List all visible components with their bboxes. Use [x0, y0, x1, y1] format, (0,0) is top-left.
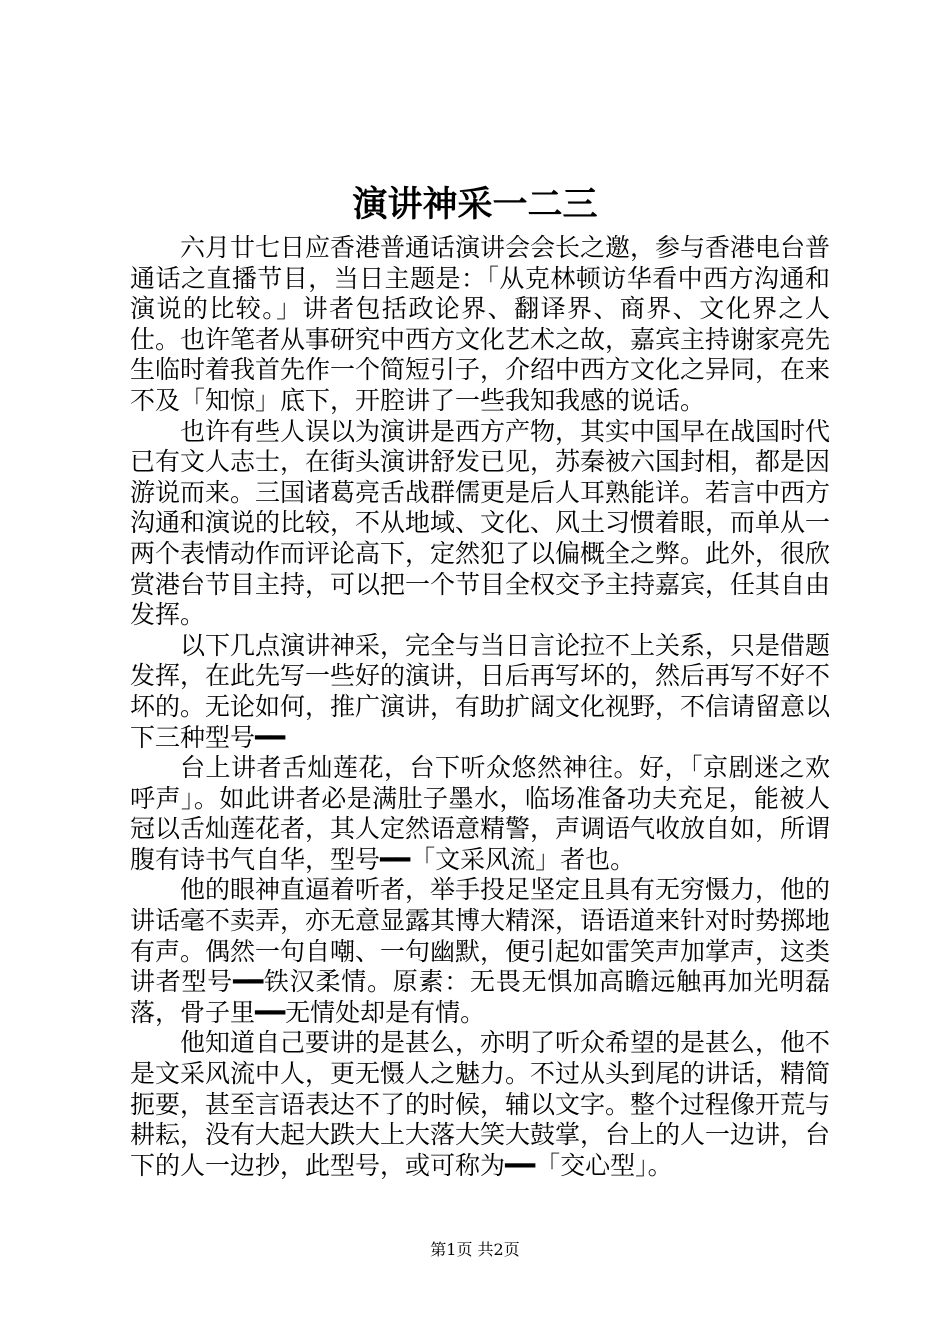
paragraph-1: 六月廿七日应香港普通话演讲会会长之邀，参与香港电台普通话之直播节目，当日主题是：「从克林顿访华看中西方沟通和演说的比较。」讲者包括政论界、翻译界、商界、文化界之人仕。也许笔者从事研究中西方文化艺术之故，嘉宾主持谢家亮先生临时着我首先作一个简短引子，介绍中西方文化之异同，在来不及「知惊」底下，开腔讲了一些我知我感的说话。 [130, 233, 831, 415]
paragraph-3: 以下几点演讲神采，完全与当日言论拉不上关系，只是借题发挥，在此先写一些好的演讲，日后再写坏的，然后再写不好不坏的。无论如何，推广演讲，有助扩阔文化视野，不信请留意以下三种型号━━ [130, 630, 831, 752]
document-body [130, 233, 830, 1181]
paragraph-5: 他的眼神直逼着听者，举手投足坚定且具有无穷慑力，他的讲话毫不卖弄，亦无意显露其博大精深，语语道来针对时势掷地有声。偶然一句自嘲、一句幽默，便引起如雷笑声加掌声，这类讲者型号━━铁汉柔情。原素：无畏无惧加高瞻远触再加光明磊落，骨子里━━无情处却是有情。 [130, 875, 831, 1027]
paragraph-2: 也许有些人误以为演讲是西方产物，其实中国早在战国时代已有文人志士，在街头演讲舒发已见，苏秦被六国封相，都是因游说而来。三国诸葛亮舌战群儒更是后人耳熟能详。若言中西方沟通和演说的比较，不从地域、文化、风土习惯着眼，而单从一两个表情动作而评论高下，定然犯了以偏概全之弊。此外，很欣赏港台节目主持，可以把一个节目全权交予主持嘉宾，任其自由发挥。 [130, 416, 831, 630]
page-footer: 第1页 共2页 [430, 1240, 520, 1259]
paragraph-4: 台上讲者舌灿莲花，台下听众悠然神往。好，「京剧迷之欢呼声」。如此讲者必是满肚子墨水，临场准备功夫充足，能被人冠以舌灿莲花者，其人定然语意精警，声调语气收放自如，所谓腹有诗书气自华，型号━━「文采风流」者也。 [130, 753, 831, 874]
document-title: 演讲神采一二三 [352, 184, 598, 225]
paragraph-6: 他知道自己要讲的是甚么，亦明了听众希望的是甚么，他不是文采风流中人，更无慑人之魅力。不过从头到尾的讲话，精简扼要，甚至言语表达不了的时候，辅以文字。整个过程像开荒与耕耘，没有大起大跌大上大落大笑大鼓掌，台上的人一边讲，台下的人一边抄，此型号，或可称为━━「交心型」。 [130, 1028, 831, 1180]
